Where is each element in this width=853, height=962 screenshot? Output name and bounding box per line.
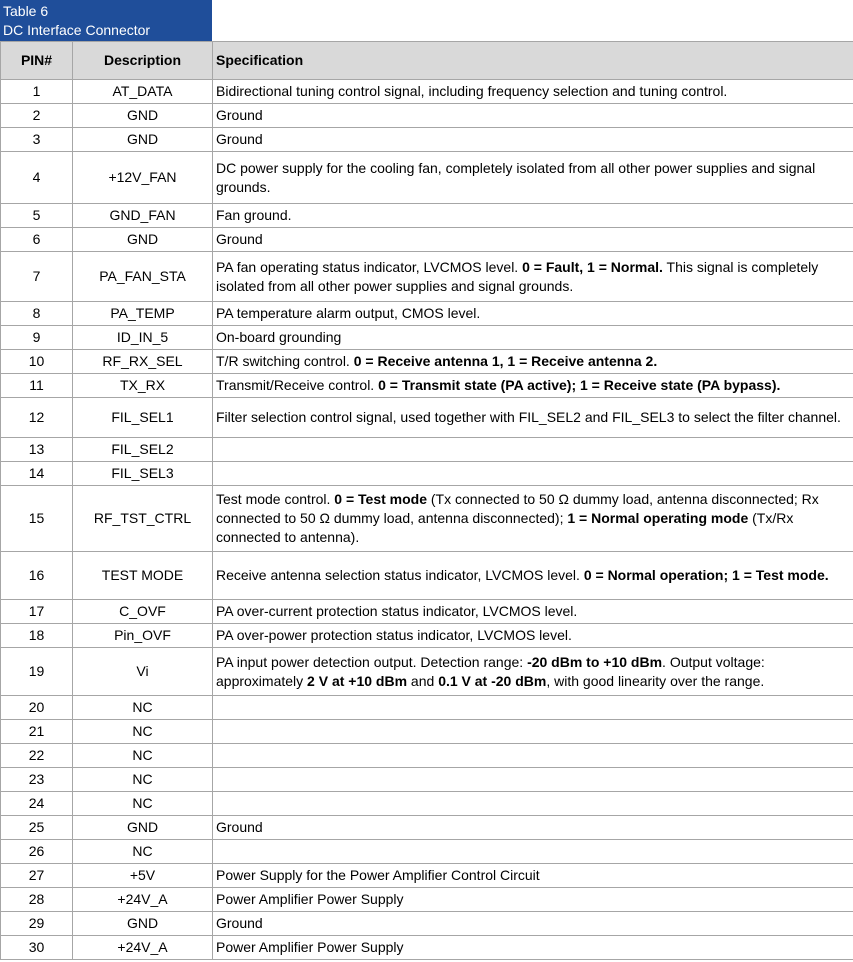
description-cell: FIL_SEL1 [73, 398, 213, 438]
spec-text: Bidirectional tuning control signal, including frequency selection and tuning control. [216, 83, 728, 99]
table-row [1, 888, 853, 912]
specification-cell [213, 128, 853, 152]
description-cell: FIL_SEL3 [73, 462, 213, 486]
spec-bold-text: 1 = Normal operating mode [567, 510, 749, 526]
spec-text: , with good linearity over the range. [546, 672, 765, 689]
table-row [1, 486, 853, 552]
description-cell: AT_DATA [73, 80, 213, 104]
description-cell: NC [73, 720, 213, 744]
description-cell: FIL_SEL2 [73, 438, 213, 462]
pin-cell: 3 [1, 128, 73, 152]
description-cell: NC [73, 696, 213, 720]
table-row [1, 252, 853, 302]
specification-cell [213, 792, 853, 816]
description-cell: GND [73, 228, 213, 252]
description-cell: ID_IN_5 [73, 326, 213, 350]
specification-cell [213, 888, 853, 912]
description-cell: PA_FAN_STA [73, 252, 213, 302]
spec-text: PA fan operating status indicator, LVCMOS level. [216, 258, 523, 275]
spec-bold-text: 0 = Receive antenna 1, 1 = Receive antenna 2. [353, 353, 658, 369]
table-row [1, 228, 853, 252]
specification-cell [213, 104, 853, 128]
description-cell: +5V [73, 864, 213, 888]
spec-text: PA input power detection output. Detection range: [216, 653, 528, 670]
header-description: Description [73, 42, 213, 80]
spec-text: On-board grounding [216, 329, 342, 345]
table-body [1, 80, 853, 960]
pin-cell: 24 [1, 792, 73, 816]
specification-cell [213, 696, 853, 720]
pin-cell: 7 [1, 252, 73, 302]
table-row [1, 438, 853, 462]
specification-cell [213, 398, 853, 438]
spec-text: Ground [216, 231, 263, 247]
description-cell: GND [73, 816, 213, 840]
spec-bold-text: 0 = Fault, 1 = Normal. [522, 258, 663, 275]
table-row [1, 326, 853, 350]
description-cell: C_OVF [73, 600, 213, 624]
specification-cell [213, 152, 853, 204]
spec-bold-text: 0 = Transmit state (PA active); 1 = Receive state (PA bypass). [378, 377, 781, 393]
description-cell: PA_TEMP [73, 302, 213, 326]
pin-cell: 20 [1, 696, 73, 720]
table-row [1, 104, 853, 128]
header-specification: Specification [213, 42, 853, 80]
table-row [1, 912, 853, 936]
spec-text: Filter selection control signal, used together with FIL_SEL2 and FIL_SEL3 to select the filter channel. [216, 409, 841, 425]
specification-cell [213, 462, 853, 486]
description-cell: TEST MODE [73, 552, 213, 600]
table-row [1, 624, 853, 648]
pin-cell: 11 [1, 374, 73, 398]
spec-text: Ground [216, 107, 263, 123]
specification-cell [213, 912, 853, 936]
table-row [1, 936, 853, 960]
pin-cell: 28 [1, 888, 73, 912]
pin-cell: 2 [1, 104, 73, 128]
pin-cell: 13 [1, 438, 73, 462]
description-cell: +24V_A [73, 888, 213, 912]
specification-cell [213, 80, 853, 104]
specification-cell [213, 936, 853, 960]
pin-cell: 10 [1, 350, 73, 374]
description-cell: RF_TST_CTRL [73, 486, 213, 552]
description-cell: GND [73, 128, 213, 152]
spec-text: PA temperature alarm output, CMOS level. [216, 305, 481, 321]
table-caption [0, 0, 212, 41]
description-cell: RF_RX_SEL [73, 350, 213, 374]
table-row [1, 744, 853, 768]
spec-bold-text: 0.1 V at -20 dBm [438, 672, 547, 689]
description-cell: +12V_FAN [73, 152, 213, 204]
specification-cell [213, 648, 853, 696]
table-row [1, 720, 853, 744]
spec-text: Transmit/Receive control. [216, 377, 379, 393]
table-row [1, 552, 853, 600]
spec-bold-text: 0 = Normal operation; 1 = Test mode. [583, 567, 829, 583]
pin-cell: 14 [1, 462, 73, 486]
table-row [1, 128, 853, 152]
specification-cell [213, 438, 853, 462]
description-cell: TX_RX [73, 374, 213, 398]
table-row [1, 374, 853, 398]
pin-cell: 30 [1, 936, 73, 960]
table-row [1, 648, 853, 696]
table-row [1, 840, 853, 864]
description-cell: Pin_OVF [73, 624, 213, 648]
header-pin: PIN# [1, 42, 73, 80]
table-row [1, 768, 853, 792]
table-row [1, 398, 853, 438]
pin-cell: 18 [1, 624, 73, 648]
specification-cell [213, 228, 853, 252]
pin-cell: 26 [1, 840, 73, 864]
pin-cell: 23 [1, 768, 73, 792]
specification-cell [213, 486, 853, 552]
spec-bold-text: 0 = Test mode [334, 491, 427, 507]
pin-cell: 16 [1, 552, 73, 600]
pin-cell: 8 [1, 302, 73, 326]
table-row [1, 204, 853, 228]
spec-text: PA over-current protection status indicator, LVCMOS level. [216, 603, 578, 619]
spec-text: . Output voltage: approximately [216, 653, 765, 689]
spec-bold-text: -20 dBm to +10 dBm [527, 653, 663, 670]
specification-cell [213, 816, 853, 840]
dc-interface-table [0, 41, 853, 960]
description-cell: NC [73, 768, 213, 792]
spec-text: T/R switching control. [216, 353, 354, 369]
description-cell: GND [73, 104, 213, 128]
spec-text: Receive antenna selection status indicator, LVCMOS level. [216, 567, 584, 583]
pin-cell: 22 [1, 744, 73, 768]
table-row [1, 600, 853, 624]
table-row [1, 80, 853, 104]
specification-cell [213, 768, 853, 792]
spec-text: DC power supply for the cooling fan, completely isolated from all other power supplies and signal grounds. [216, 159, 816, 195]
table-row [1, 302, 853, 326]
spec-text: Power Amplifier Power Supply [216, 891, 404, 907]
table-row [1, 792, 853, 816]
description-cell: +24V_A [73, 936, 213, 960]
pin-cell: 1 [1, 80, 73, 104]
table-row [1, 864, 853, 888]
spec-text: Power Supply for the Power Amplifier Control Circuit [216, 867, 540, 883]
table-row [1, 696, 853, 720]
pin-cell: 5 [1, 204, 73, 228]
specification-cell [213, 252, 853, 302]
specification-cell [213, 302, 853, 326]
pin-cell: 21 [1, 720, 73, 744]
specification-cell [213, 600, 853, 624]
pin-cell: 12 [1, 398, 73, 438]
table-number: Table 6 [3, 3, 49, 19]
specification-cell [213, 350, 853, 374]
specification-cell [213, 624, 853, 648]
spec-text: PA over-power protection status indicator, LVCMOS level. [216, 627, 572, 643]
spec-text: Power Amplifier Power Supply [216, 939, 404, 955]
specification-cell [213, 720, 853, 744]
description-cell: NC [73, 744, 213, 768]
description-cell: Vi [73, 648, 213, 696]
spec-text: (Tx/Rx connected to antenna). [216, 510, 794, 545]
pin-cell: 17 [1, 600, 73, 624]
description-cell: NC [73, 840, 213, 864]
pin-cell: 19 [1, 648, 73, 696]
description-cell: GND [73, 912, 213, 936]
table-row [1, 462, 853, 486]
pin-cell: 27 [1, 864, 73, 888]
specification-cell [213, 864, 853, 888]
description-cell: GND_FAN [73, 204, 213, 228]
spec-text: (Tx connected to 50 Ω dummy load, antenna disconnected; Rx connected to 50 Ω dummy load, antenna disconnected); [216, 491, 819, 526]
spec-text: Fan ground. [216, 207, 292, 223]
table-title: DC Interface Connector [3, 22, 151, 38]
spec-text: Ground [216, 819, 263, 835]
specification-cell [213, 744, 853, 768]
pin-cell: 29 [1, 912, 73, 936]
spec-text: Ground [216, 915, 263, 931]
table-header-row [1, 42, 853, 80]
spec-text: This signal is completely isolated from all other power supplies and signal grounds. [216, 258, 819, 294]
description-cell: NC [73, 792, 213, 816]
pin-cell: 4 [1, 152, 73, 204]
pin-cell: 25 [1, 816, 73, 840]
specification-cell [213, 552, 853, 600]
table-row [1, 350, 853, 374]
spec-text: and [407, 672, 439, 689]
specification-cell [213, 326, 853, 350]
table-row [1, 816, 853, 840]
spec-text: Ground [216, 131, 263, 147]
spec-text: Test mode control. [216, 491, 335, 507]
spec-bold-text: 2 V at +10 dBm [307, 672, 408, 689]
table-row [1, 152, 853, 204]
specification-cell [213, 204, 853, 228]
pin-cell: 6 [1, 228, 73, 252]
pin-cell: 9 [1, 326, 73, 350]
specification-cell [213, 374, 853, 398]
specification-cell [213, 840, 853, 864]
pin-cell: 15 [1, 486, 73, 552]
